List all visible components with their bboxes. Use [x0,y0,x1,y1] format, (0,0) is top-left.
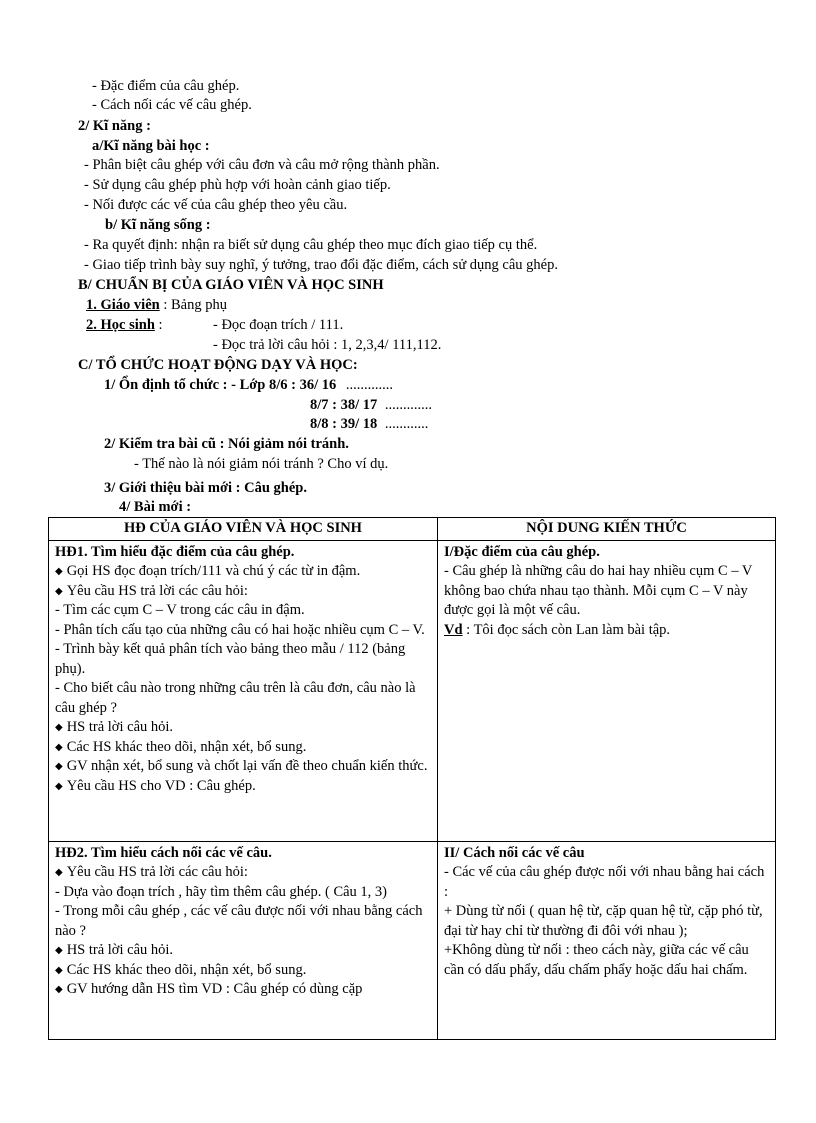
row2-right-line-1: - Các vế của câu ghép được nối với nhau bằng hai cách : [444,864,765,900]
activity-line: ◆ HS trả lời câu hỏi. [55,941,431,961]
row2-right-line-3: +Không dùng từ nối : theo cách này, giữa các vế câu cần có dấu phẩy, dấu chấm phẩy hoặc dấu hai chấm. [444,942,749,978]
class-8-7: 8/7 : 38/ 17 [310,397,378,413]
skill-b-item-2: - Giao tiếp trình bày suy nghĩ, ý tưởng, trao đổi đặc điểm, cách sử dụng câu ghép. [84,257,558,273]
activity-line: - Trong mỗi câu ghép , các vế câu được nối với nhau bằng cách nào ? [55,903,423,939]
objective-line-2: - Cách nối các vế câu ghép. [92,97,252,113]
table-row [49,841,776,1039]
check-question: - Thế nào là nói giảm nói tránh ? Cho ví dụ. [134,456,389,472]
new-lesson-line: 4/ Bài mới : [119,499,192,515]
stabilize-line [104,376,393,395]
lesson-table [48,517,776,1040]
skills-heading: 2/ Kĩ năng : [78,118,151,134]
example-text: : Tôi đọc sách còn Lan làm bài tập. [466,621,671,638]
student-item-1: - Đọc đoạn trích / 111. [213,317,344,333]
header-activities: HĐ CỦA GIÁO VIÊN VÀ HỌC SINH [49,518,438,541]
class-8-8: 8/8 : 39/ 18 [310,416,378,432]
activity-line: - Phân tích cấu tạo của những câu có hai hoặc nhiều cụm C – V. [55,621,425,638]
prep-heading: B/ CHUẨN BỊ CỦA GIÁO VIÊN VÀ HỌC SINH [78,277,384,293]
activity-line: ◆ Yêu cầu HS trả lời các câu hỏi: [55,582,431,602]
row2-right-title: II/ Cách nối các vế câu [444,844,585,861]
row2-left-title: HĐ2. Tìm hiểu cách nối các vế câu. [55,844,272,861]
class-dots-3: ............ [384,416,429,432]
activities-heading: C/ TỔ CHỨC HOẠT ĐỘNG DẠY VÀ HỌC: [78,357,358,373]
row1-left-title: HĐ1. Tìm hiểu đặc điểm của câu ghép. [55,543,295,560]
header-content: NỘI DUNG KIẾN THỨC [438,518,776,541]
skill-b-item-1: - Ra quyết định: nhận ra biết sử dụng câu ghép theo mục đích giao tiếp cụ thể. [84,237,538,253]
objective-line-1: - Đặc điểm của câu ghép. [92,78,240,94]
class-line-2 [310,396,432,415]
table-row [49,540,776,841]
intro-line: 3/ Giới thiệu bài mới : Câu ghép. [104,480,307,496]
stabilize-label: 1/ Ổn định tổ chức : - Lớp 8/6 : 36/ 16 [104,377,337,393]
activity-line: - Trình bày kết quả phân tích vào bảng theo mẫu / 112 (bảng phụ). [55,641,406,677]
skill-a-item-3: - Nối được các vế của câu ghép theo yêu cầu. [84,197,348,213]
student-colon: : [158,317,163,333]
activity-line: ◆ Các HS khác theo dõi, nhận xét, bổ sung. [55,961,431,981]
activity-line: ◆ Yêu cầu HS trả lời các câu hỏi: [55,863,431,883]
activity-line: ◆ Gọi HS đọc đoạn trích/111 và chú ý các từ in đậm. [55,562,431,582]
row1-right-text: - Câu ghép là những câu do hai hay nhiều cụm C – V không bao chứa nhau tạo thành. Mỗi cụm C – V này được gọi là một vế câu. [444,563,753,618]
student-item-2: - Đọc trả lời câu hỏi : 1, 2,3,4/ 111,112. [213,337,442,353]
activity-line: ◆ HS trả lời câu hỏi. [55,718,431,738]
row1-right-title: I/Đặc điểm của câu ghép. [444,543,600,560]
activity-line: ◆ Các HS khác theo dõi, nhận xét, bổ sung. [55,738,431,758]
activity-line: - Cho biết câu nào trong những câu trên là câu đơn, câu nào là câu ghép ? [55,680,416,716]
example-label: Vd [444,621,463,638]
class-dots-2: ............. [384,397,433,413]
activity-line: - Dựa vào đoạn trích , hãy tìm thêm câu ghép. ( Câu 1, 3) [55,883,387,900]
skills-b-heading: b/ Kĩ năng sống : [105,217,211,233]
row1-left-lines [55,562,431,796]
row1-activities-cell [49,540,438,841]
check-heading: 2/ Kiểm tra bài cũ : Nói giảm nói tránh. [104,436,349,452]
activity-line: ◆ GV hướng dẫn HS tìm VD : Câu ghép có dùng cặp [55,980,431,1000]
table-header-row [49,518,776,541]
row2-left-lines [55,863,431,1000]
student-label: 2. Học sinh [86,317,155,333]
teacher-value: : Bảng phụ [163,297,227,313]
activity-line: ◆ Yêu cầu HS cho VD : Câu ghép. [55,777,431,797]
teacher-label: 1. Giáo viên [86,297,160,313]
activity-line: - Tìm các cụm C – V trong các câu in đậm. [55,602,305,618]
class-dots-1: ............. [345,377,393,393]
row1-content-cell [438,540,776,841]
prep-teacher [86,296,227,315]
row2-activities-cell [49,841,438,1039]
skills-a-heading: a/Kĩ năng bài học : [92,138,210,154]
row2-right-line-2: + Dùng từ nối ( quan hệ từ, cặp quan hệ từ, cặp phó từ, đại từ hay chỉ từ thường đi đôi với nhau ); [444,903,763,939]
row1-example [444,621,769,641]
skill-a-item-2: - Sử dụng câu ghép phù hợp với hoàn cảnh giao tiếp. [84,177,391,193]
activity-line: ◆ GV nhận xét, bổ sung và chốt lại vấn đề theo chuẩn kiến thức. [55,757,431,777]
prep-student [86,316,163,335]
row2-content-cell [438,841,776,1039]
skill-a-item-1: - Phân biệt câu ghép với câu đơn và câu mở rộng thành phần. [84,157,440,173]
class-line-3 [310,415,428,434]
